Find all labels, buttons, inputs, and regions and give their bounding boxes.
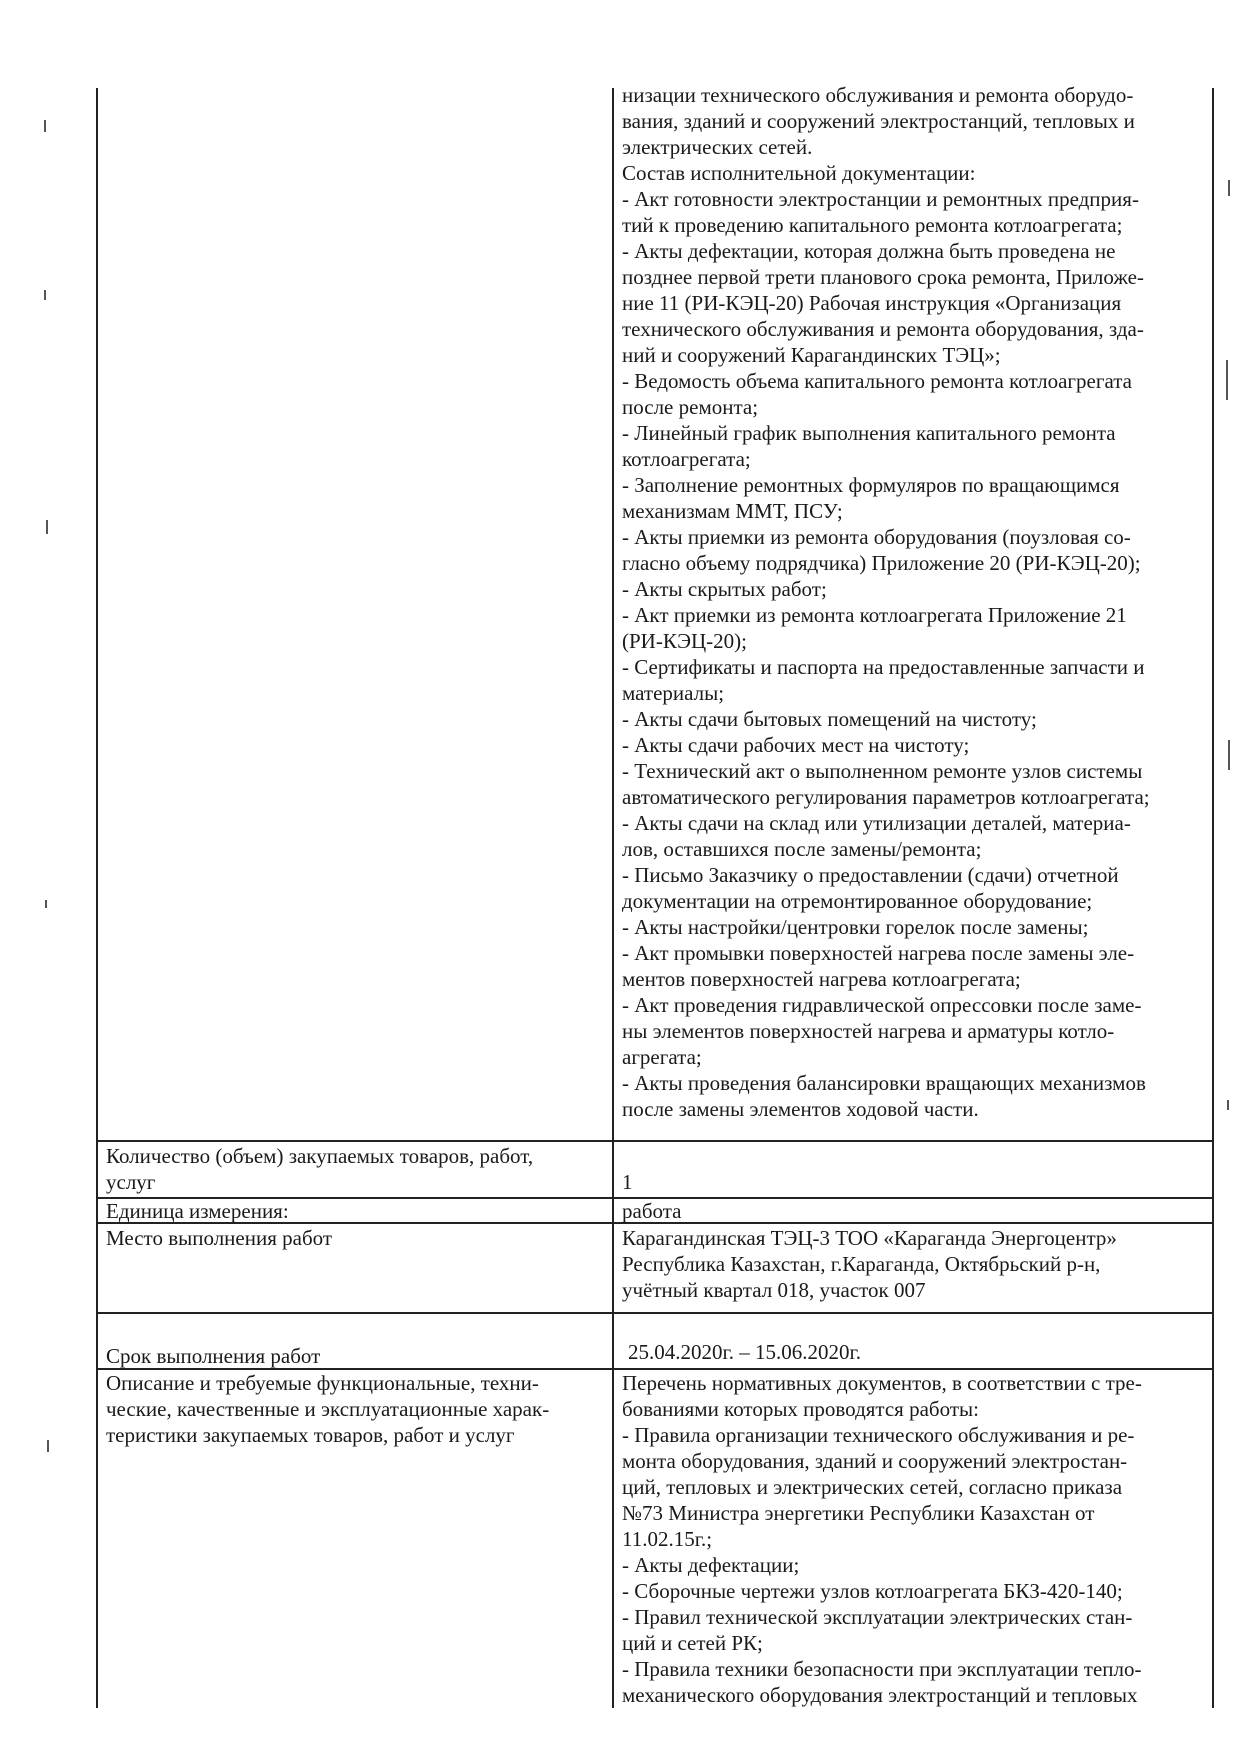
continuation-line: - Акты дефектации, которая должна быть проведена не: [622, 239, 1116, 263]
continuation-line: электрических сетей.: [622, 135, 813, 159]
continuation-line: - Письмо Заказчику о предоставлении (сдачи) отчетной: [622, 863, 1119, 887]
continuation-line: - Акт приемки из ремонта котлоагрегата Приложение 21: [622, 603, 1127, 627]
quantity-value: 1: [622, 1170, 633, 1194]
row-divider-term: [96, 1312, 1214, 1314]
table-left-border: [96, 88, 98, 1708]
row-divider-quantity: [96, 1140, 1214, 1142]
continuation-line: технического обслуживания и ремонта оборудования, зда-: [622, 317, 1144, 341]
description-value-line: ций и сетей РК;: [622, 1631, 763, 1655]
description-value-line: - Акты дефектации;: [622, 1553, 800, 1577]
continuation-line: автоматического регулирования параметров котлоагрегата;: [622, 785, 1150, 809]
description-value: [622, 1370, 1142, 1708]
description-label-line: теристики закупаемых товаров, работ и услуг: [106, 1423, 515, 1447]
continuation-line: - Акты скрытых работ;: [622, 577, 827, 601]
place-value-line: Карагандинская ТЭЦ-3 ТОО «Караганда Энергоцентр»: [622, 1226, 1117, 1250]
description-value-line: монта оборудования, зданий и сооружений электростан-: [622, 1449, 1128, 1473]
table-column-divider: [612, 88, 614, 1708]
continuation-line: ны элементов поверхностей нагрева и арматуры котло-: [622, 1019, 1115, 1043]
continuation-line: документации на отремонтированное оборудование;: [622, 889, 1093, 913]
continuation-line: - Акт проведения гидравлической опрессовки после заме-: [622, 993, 1142, 1017]
continuation-line: ние 11 (РИ-КЭЦ-20) Рабочая инструкция «Организация: [622, 291, 1122, 315]
continuation-line: - Заполнение ремонтных формуляров по вращающимся: [622, 473, 1120, 497]
term-label: Срок выполнения работ: [106, 1344, 321, 1368]
quantity-label-line: Количество (объем) закупаемых товаров, работ,: [106, 1144, 534, 1168]
continuation-line: - Сертификаты и паспорта на предоставленные запчасти и: [622, 655, 1145, 679]
continuation-line: - Линейный график выполнения капитального ремонта: [622, 421, 1116, 445]
continuation-line: - Акты проведения балансировки вращающих механизмов: [622, 1071, 1146, 1095]
term-value: 25.04.2020г. – 15.06.2020г.: [628, 1340, 861, 1364]
continuation-line: тий к проведению капитального ремонта котлоагрегата;: [622, 213, 1123, 237]
continuation-line: - Акты сдачи бытовых помещений на чистоту;: [622, 707, 1037, 731]
continuation-line: ментов поверхностей нагрева котлоагрегата;: [622, 967, 1021, 991]
place-value-line: учётный квартал 018, участок 007: [622, 1278, 926, 1302]
continuation-list: [622, 82, 1202, 1122]
description-value-line: №73 Министра энергетики Республики Казахстан от: [622, 1501, 1095, 1525]
description-value-line: бованиями которых проводятся работы:: [622, 1397, 979, 1421]
continuation-line: (РИ-КЭЦ-20);: [622, 629, 747, 653]
description-value-line: - Правила техники безопасности при эксплуатации тепло-: [622, 1657, 1142, 1681]
description-label: [106, 1370, 549, 1448]
description-value-line: ций, тепловых и электрических сетей, согласно приказа: [622, 1475, 1123, 1499]
place-label: Место выполнения работ: [106, 1226, 333, 1250]
unit-label: Единица измерения:: [106, 1199, 289, 1223]
continuation-line: ний и сооружений Карагандинских ТЭЦ»;: [622, 343, 1001, 367]
continuation-line: механизмам ММТ, ПСУ;: [622, 499, 843, 523]
continuation-line: - Акты сдачи на склад или утилизации деталей, материа-: [622, 811, 1131, 835]
table-right-border: [1212, 88, 1214, 1708]
continuation-line: - Акты сдачи рабочих мест на чистоту;: [622, 733, 970, 757]
quantity-label: [106, 1143, 533, 1195]
continuation-line: - Акт промывки поверхностей нагрева после замены эле-: [622, 941, 1135, 965]
continuation-line: лов, оставшихся после замены/ремонта;: [622, 837, 982, 861]
continuation-line: Состав исполнительной документации:: [622, 161, 976, 185]
description-label-line: Описание и требуемые функциональные, техни-: [106, 1371, 539, 1395]
description-value-line: 11.02.15г.;: [622, 1527, 713, 1551]
continuation-line: - Акты настройки/центровки горелок после замены;: [622, 915, 1089, 939]
continuation-line: низации технического обслуживания и ремонта оборудо-: [622, 83, 1134, 107]
continuation-line: вания, зданий и сооружений электростанций, тепловых и: [622, 109, 1135, 133]
continuation-line: после замены элементов ходовой части.: [622, 1097, 979, 1121]
description-value-line: - Правил технической эксплуатации электрических стан-: [622, 1605, 1133, 1629]
continuation-line: котлоагрегата;: [622, 447, 751, 471]
continuation-line: - Акты приемки из ремонта оборудования (поузловая со-: [622, 525, 1131, 549]
continuation-line: агрегата;: [622, 1045, 702, 1069]
continuation-line: - Ведомость объема капитального ремонта котлоагрегата: [622, 369, 1132, 393]
continuation-line: - Технический акт о выполненном ремонте узлов системы: [622, 759, 1143, 783]
place-value-line: Республика Казахстан, г.Караганда, Октябрьский р-н,: [622, 1252, 1101, 1276]
unit-value: работа: [622, 1199, 682, 1223]
continuation-line: после ремонта;: [622, 395, 759, 419]
description-label-line: ческие, качественные и эксплуатационные харак-: [106, 1397, 550, 1421]
continuation-line: гласно объему подрядчика) Приложение 20 (РИ-КЭЦ-20);: [622, 551, 1141, 575]
continuation-line: - Акт готовности электростанции и ремонтных предприя-: [622, 187, 1139, 211]
place-value: [622, 1225, 1117, 1303]
description-value-line: Перечень нормативных документов, в соответствии с тре-: [622, 1371, 1142, 1395]
continuation-line: материалы;: [622, 681, 725, 705]
description-value-line: механического оборудования электростанций и тепловых: [622, 1683, 1138, 1707]
description-value-line: - Сборочные чертежи узлов котлоагрегата БКЗ-420-140;: [622, 1579, 1123, 1603]
continuation-line: позднее первой трети планового срока ремонта, Приложе-: [622, 265, 1144, 289]
description-value-line: - Правила организации технического обслуживания и ре-: [622, 1423, 1135, 1447]
quantity-label-line: услуг: [106, 1170, 156, 1194]
